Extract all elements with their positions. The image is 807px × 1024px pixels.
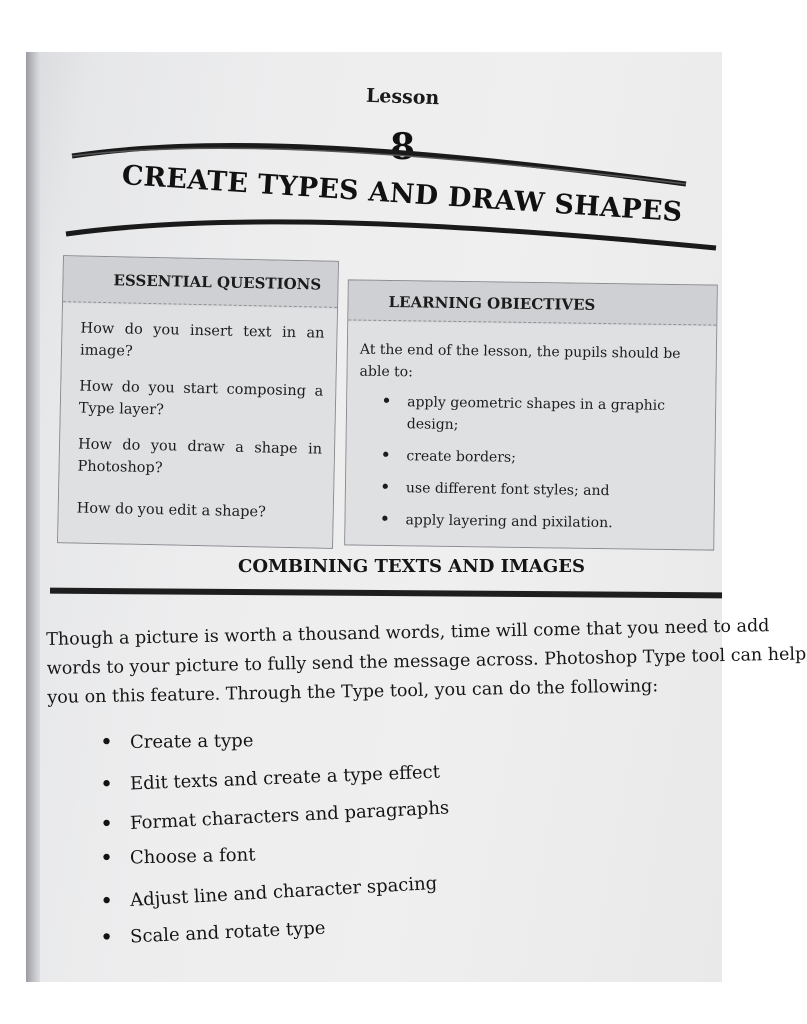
question-item: How do you draw a shape in Photoshop?	[77, 436, 323, 477]
paragraph-line: Though a picture is worth a thousand words, time will come that you need to add	[46, 616, 770, 650]
objectives-list	[377, 391, 699, 545]
objective-item: • create borders;	[378, 445, 698, 471]
essential-questions-box	[57, 255, 339, 549]
type-tool-features-list	[96, 722, 449, 950]
lesson-label: Lesson	[365, 84, 440, 110]
book-page	[26, 52, 807, 982]
question-item: How do you insert text in an image?	[79, 320, 325, 360]
feature-item: • Choose a font	[96, 832, 450, 879]
question-item: How do you start composing a Type layer?	[78, 378, 324, 419]
objective-item: • apply layering and pixilation.	[377, 509, 697, 535]
lesson-number: 8	[390, 126, 416, 168]
section-heading: COMBINING TEXTS AND IMAGES	[238, 556, 585, 577]
lesson-title: CREATE TYPES AND DRAW SHAPES	[120, 160, 684, 229]
intro-paragraph	[46, 612, 807, 713]
section-rule	[50, 588, 722, 599]
learning-objectives-box	[344, 279, 718, 550]
objective-item: • use different font styles; and	[378, 477, 698, 503]
feature-item: • Scale and rotate type	[95, 904, 450, 958]
paragraph-line: words to your picture to fully send the message across. Photoshop Type tool can help	[46, 644, 807, 679]
paragraph-line: you on this feature. Through the Type tool, you can do the following:	[47, 676, 659, 708]
essential-questions-body	[58, 303, 337, 548]
feature-item: • Format characters and paragraphs	[95, 789, 450, 844]
feature-item: • Create a type	[96, 720, 450, 763]
objectives-intro: At the end of the lesson, the pupils should be able to:	[359, 341, 681, 381]
learning-objectives-heading: LEARNING OBIECTIVES	[348, 280, 717, 325]
essential-questions-heading: ESSENTIAL QUESTIONS	[63, 256, 338, 308]
feature-item: • Edit texts and create a type effect	[95, 753, 450, 805]
feature-item: • Adjust line and character spacing	[95, 864, 450, 922]
objective-item: • apply geometric shapes in a graphic design;	[379, 391, 700, 439]
question-item: How do you edit a shape?	[76, 500, 267, 521]
